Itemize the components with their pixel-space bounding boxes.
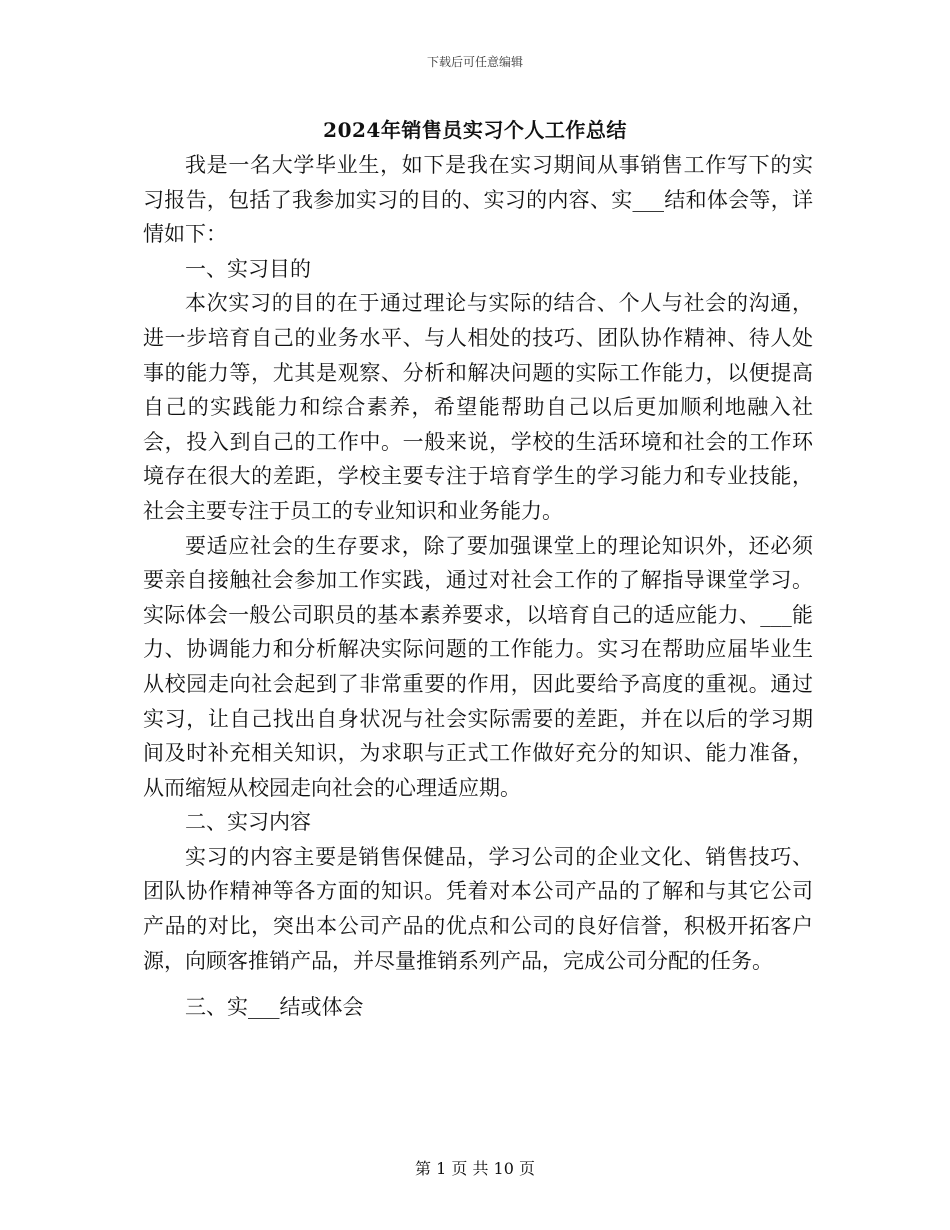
- content-paragraph: 实习的内容主要是销售保健品，学习公司的企业文化、销售技巧、团队协作精神等各方面的知识。凭着对本公司产品的了解和与其它公司产品的对比，突出本公司产品的优点和公司的良好信誉，积极开拓客户源，向顾客推销产品，并尽量推销系列产品，完成公司分配的任务。: [143, 844, 813, 973]
- section-heading-summary: 三、实___结或体会: [185, 995, 364, 1020]
- section-heading-purpose: 一、实习目的: [185, 256, 311, 281]
- header-note: 下载后可任意编辑: [426, 55, 523, 69]
- section-heading-content: 二、实习内容: [185, 810, 311, 835]
- document-title: 2024年销售员实习个人工作总结: [323, 118, 627, 142]
- intro-paragraph: 我是一名大学毕业生，如下是我在实习期间从事销售工作写下的实习报告，包括了我参加实习的目的、实习的内容、实___结和体会等，详情如下：: [143, 153, 813, 247]
- page-footer: 第 1 页 共 10 页: [415, 1159, 535, 1178]
- purpose-paragraph-1: 本次实习的目的在于通过理论与实际的结合、个人与社会的沟通，进一步培育自己的业务水平、与人相处的技巧、团队协作精神、待人处事的能力等，尤其是观察、分析和解决问题的实际工作能力，以便提高自己的实践能力和综合素养，希望能帮助自己以后更加顺利地融入社会，投入到自己的工作中。一般来说，学校的生活环境和社会的工作环境存在很大的差距，学校主要专注于培育学生的学习能力和专业技能，社会主要专注于员工的专业知识和业务能力。: [143, 291, 813, 523]
- purpose-paragraph-2: 要适应社会的生存要求，除了要加强课堂上的理论知识外，还必须要亲自接触社会参加工作实践，通过对社会工作的了解指导课堂学习。实际体会一般公司职员的基本素养要求，以培育自己的适应能力、___能力、协调能力和分析解决实际问题的工作能力。实习在帮助应届毕业生从校园走向社会起到了非常重要的作用，因此要给予高度的重视。通过实习，让自己找出自身状况与社会实际需要的差距，并在以后的学习期间及时补充相关知识，为求职与正式工作做好充分的知识、能力准备，从而缩短从校园走向社会的心理适应期。: [143, 533, 813, 800]
- document-body: [143, 148, 813, 1025]
